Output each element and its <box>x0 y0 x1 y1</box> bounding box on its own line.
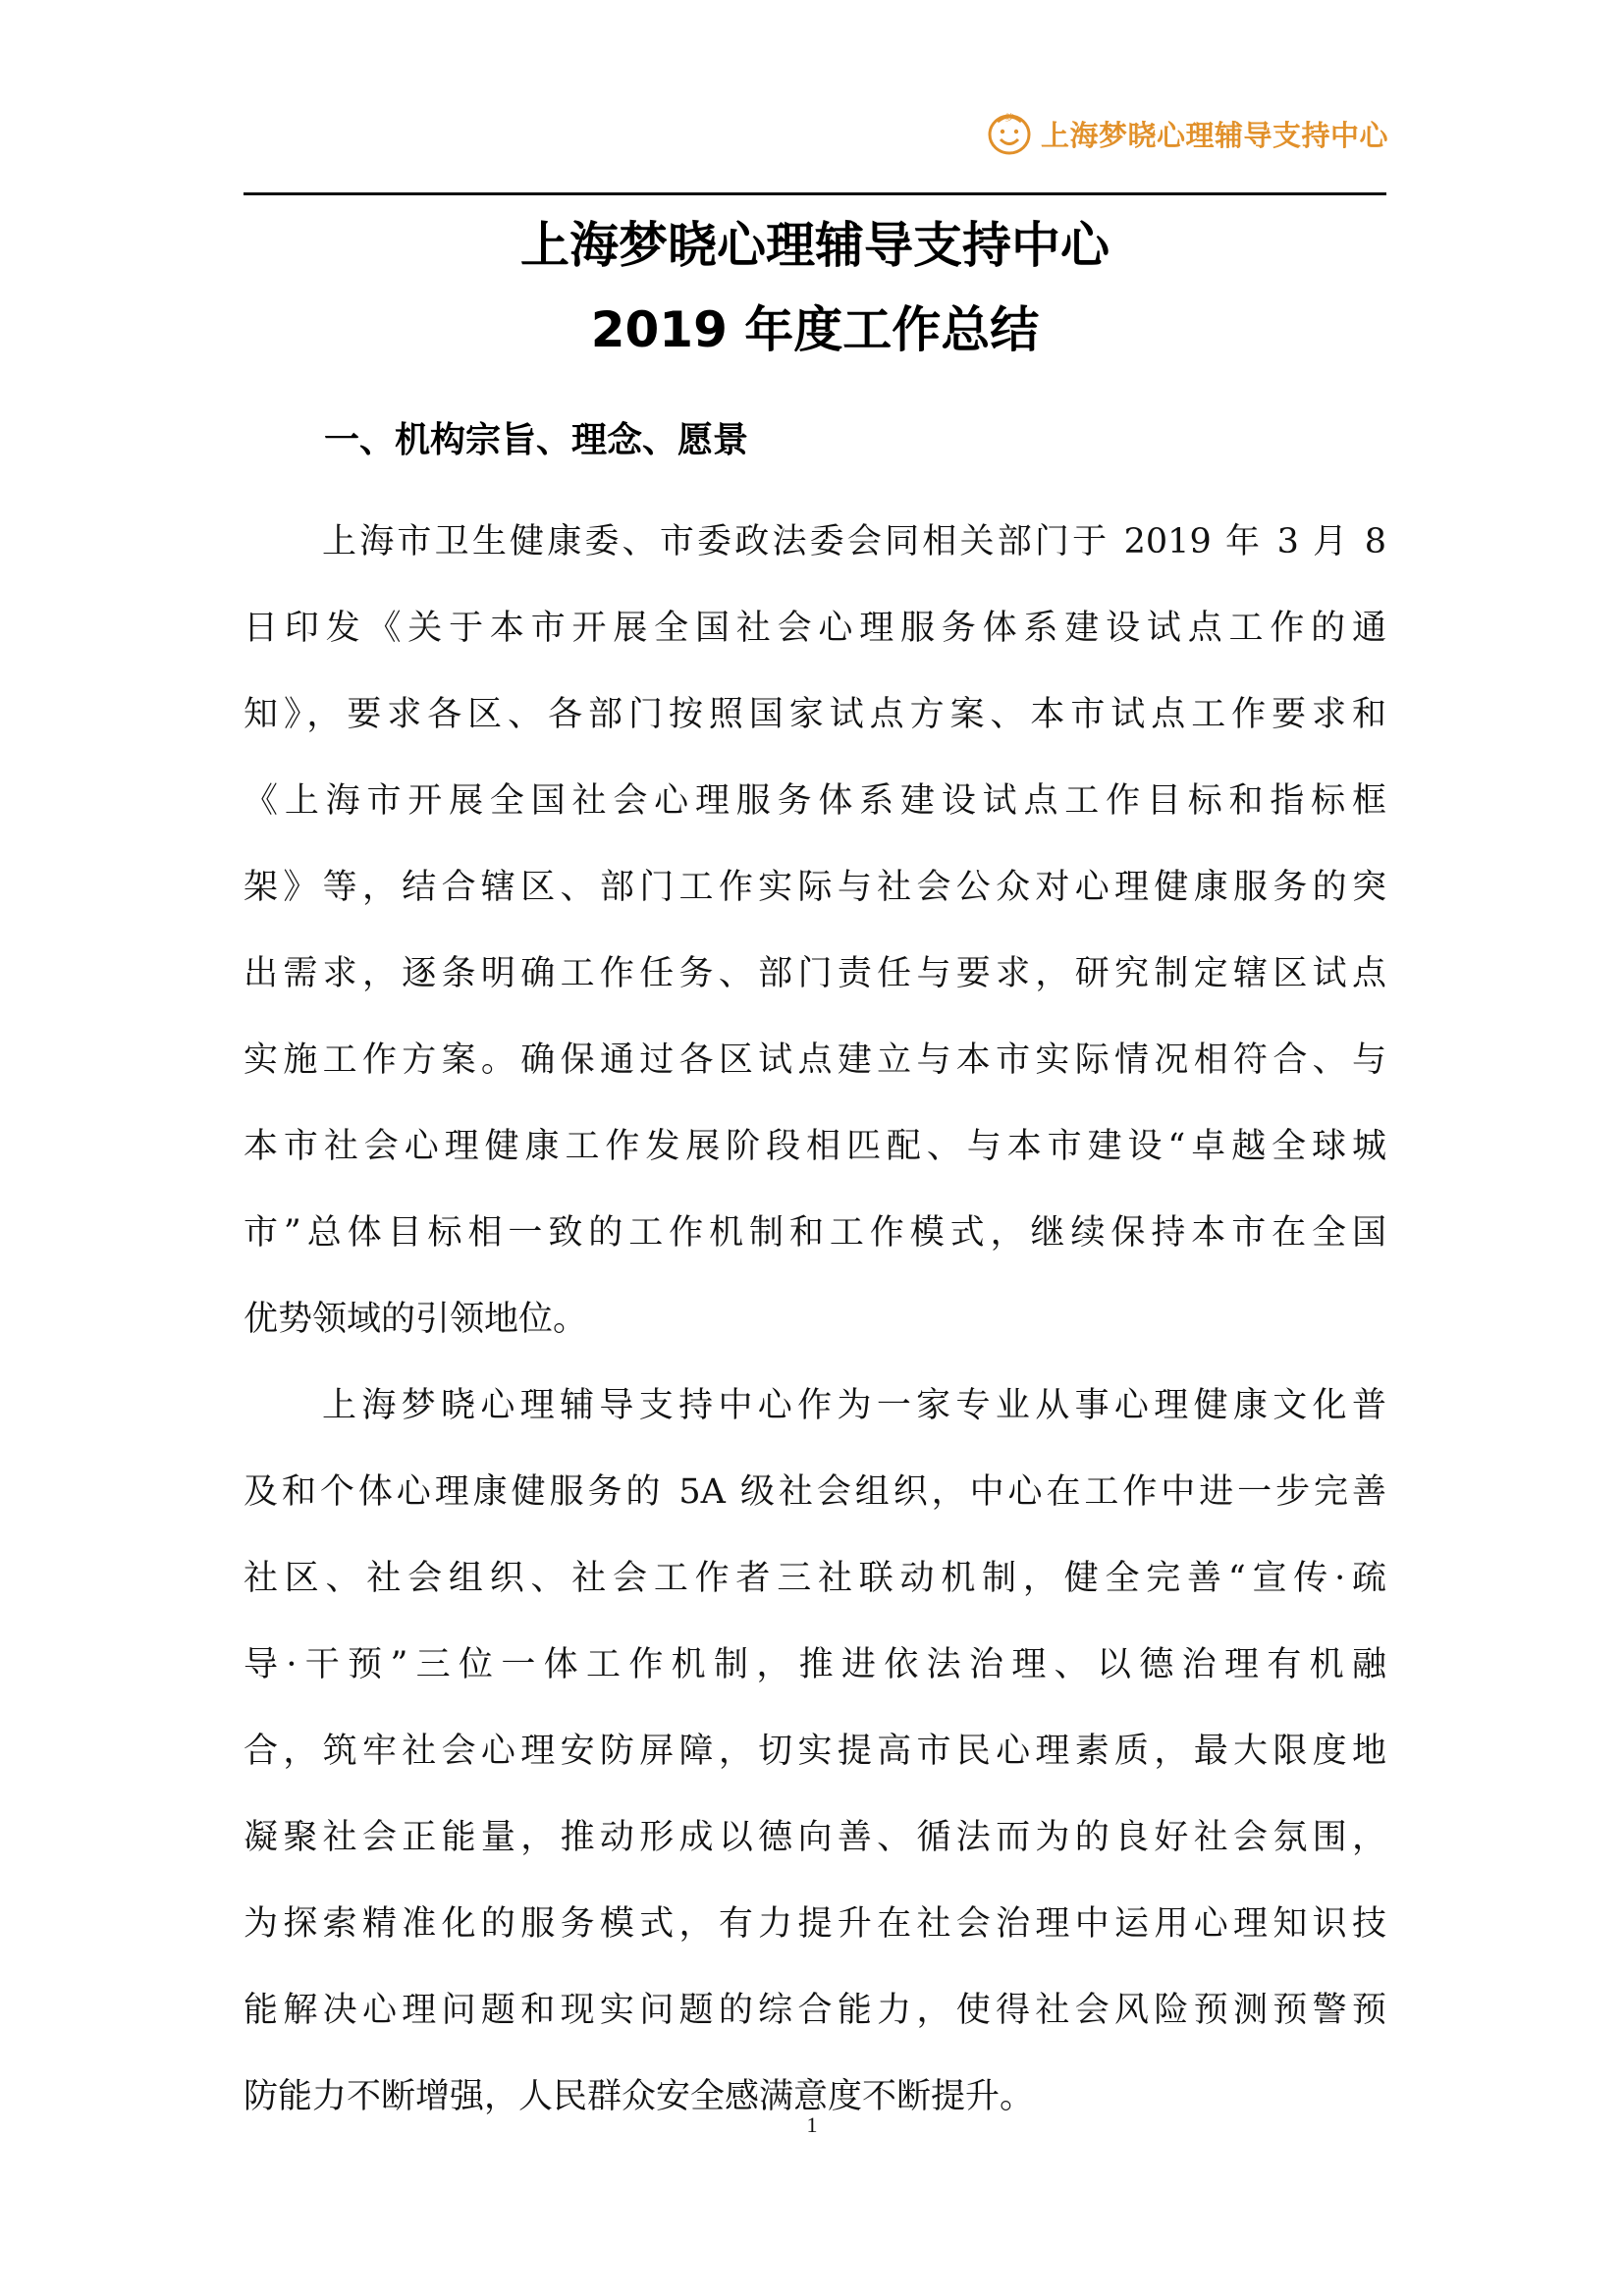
paragraph-line: 实施工作方案。确保通过各区试点建立与本市实际情况相符合、与 <box>244 1041 1386 1080</box>
paragraph-line: 合，筑牢社会心理安防屏障，切实提高市民心理素质，最大限度地 <box>244 1732 1386 1771</box>
smiling-face-logo-icon <box>984 108 1035 159</box>
paragraph-line: 上海市卫生健康委、市委政法委会同相关部门于 2019 年 3 月 8 <box>322 522 1386 561</box>
paragraph-line: 社区、社会组织、社会工作者三社联动机制，健全完善“宣传·疏 <box>244 1559 1386 1598</box>
header-divider <box>244 192 1386 195</box>
section-heading: 一、机构宗旨、理念、愿景 <box>324 420 749 460</box>
body-paragraph-2 <box>244 1362 1386 2140</box>
paragraph-line: 优势领域的引领地位。 <box>244 1300 588 1339</box>
paragraph-line: 防能力不断增强，人民群众安全感满意度不断提升。 <box>244 2077 1035 2116</box>
paragraph-line: 导·干预”三位一体工作机制，推进依法治理、以德治理有机融 <box>244 1645 1386 1684</box>
body-paragraph-1 <box>244 499 1386 1362</box>
page-header <box>984 108 1388 159</box>
paragraph-line: 上海梦晓心理辅导支持中心作为一家专业从事心理健康文化普 <box>322 1386 1386 1425</box>
paragraph-line: 为探索精准化的服务模式，有力提升在社会治理中运用心理知识技 <box>244 1904 1386 1944</box>
paragraph-line: 出需求，逐条明确工作任务、部门责任与要求，研究制定辖区试点 <box>244 954 1386 993</box>
paragraph-line: 本市社会心理健康工作发展阶段相匹配、与本市建设“卓越全球城 <box>244 1127 1386 1166</box>
paragraph-line: 《上海市开展全国社会心理服务体系建设试点工作目标和指标框 <box>244 781 1386 821</box>
logo-glyph: 梦 <box>1004 114 1014 124</box>
document-title-line-2: 2019 年度工作总结 <box>590 301 1040 358</box>
paragraph-line: 凝聚社会正能量，推动形成以德向善、循法而为的良好社会氛围， <box>244 1818 1386 1857</box>
paragraph-line: 知》，要求各区、各部门按照国家试点方案、本市试点工作要求和 <box>244 695 1386 734</box>
document-title-line-1: 上海梦晓心理辅导支持中心 <box>520 217 1110 274</box>
paragraph-line: 及和个体心理康健服务的 5A 级社会组织，中心在工作中进一步完善 <box>244 1472 1386 1512</box>
paragraph-line: 市”总体目标相一致的工作机制和工作模式，继续保持本市在全国 <box>244 1213 1386 1253</box>
paragraph-line: 日印发《关于本市开展全国社会心理服务体系建设试点工作的通 <box>244 609 1386 648</box>
page-number: 1 <box>806 2112 818 2137</box>
paragraph-line: 能解决心理问题和现实问题的综合能力，使得社会风险预测预警预 <box>244 1991 1386 2030</box>
header-org-name: 上海梦晓心理辅导支持中心 <box>1040 118 1388 152</box>
paragraph-line: 架》等，结合辖区、部门工作实际与社会公众对心理健康服务的突 <box>244 868 1386 907</box>
